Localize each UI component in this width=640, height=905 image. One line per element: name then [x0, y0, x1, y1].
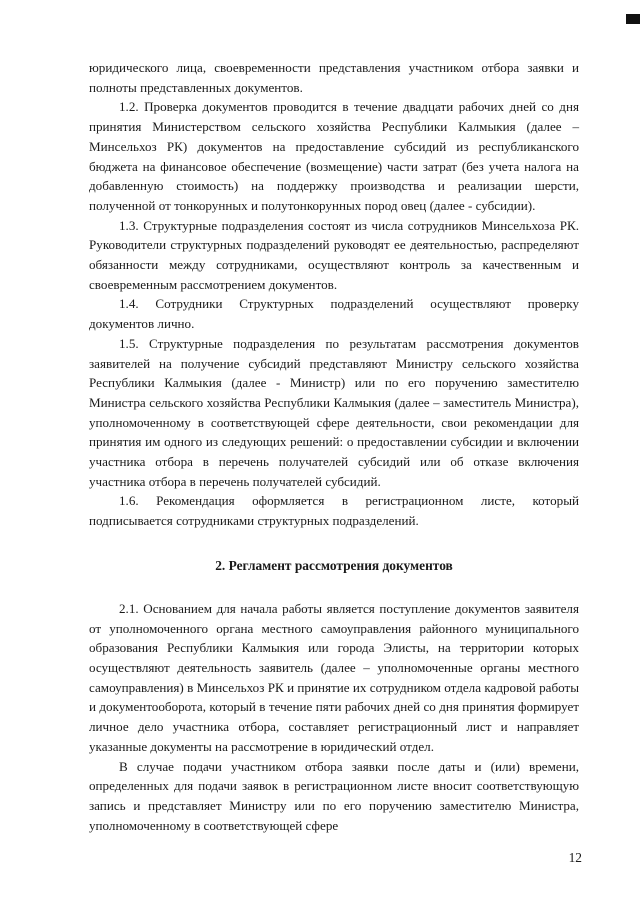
paragraph-p6: 2.1. Основанием для начала работы является поступление документов заявителя от уполномоченного органа местного самоуправления районного муниципального образования Республики Калмыкия или города Элисты, на территории которых осуществляют деятельность заявитель (далее – уполномоченные органы местного самоуправления) в Минсельхоз РК и принятие их сотрудником отдела кадровой работы и документооборота, который в течение пяти рабочих дней со дня принятия формирует личное дело участника отбора, составляет регистрационный лист и направляет указанные документы на рассмотрение в юридический отдел. — [89, 600, 579, 754]
paragraph-p1: 1.2. Проверка документов проводится в течение двадцати рабочих дней со дня принятия Министерством сельского хозяйства Республики Калмыкия (далее – Минсельхоз РК) документов на предоставление субсидий из республиканского бюджета на финансовое обеспечение (возмещение) части затрат (без учета налога на добавленную стоимость) на поддержку производства и реализации шерсти, полученной от тонкорунных и полутонкорунных пород овец (далее - субсидии). — [89, 99, 579, 213]
paragraph-p2: 1.3. Структурные подразделения состоят из числа сотрудников Минсельхоза РК. Руководители структурных подразделений руководят ее деятельностью, распределяют обязанности между сотрудниками, осуществляют контроль за качественным и своевременным рассмотрением документов. — [89, 217, 579, 292]
scan-corner-mark — [626, 14, 640, 24]
section-heading: 2. Регламент рассмотрения документов — [215, 557, 453, 573]
paragraph-p7: В случае подачи участником отбора заявки после даты и (или) времени, определенных для подачи заявок в регистрационном листе вносит соответствующую запись и представляет Министру или по его поручению заместителю Министра, уполномоченному в соответствующей сфере — [89, 758, 579, 833]
paragraph-p3: 1.4. Сотрудники Структурных подразделений осуществляют проверку документов лично. — [89, 296, 579, 332]
section-1-body — [89, 58, 579, 531]
section-2-body — [89, 599, 579, 835]
page-number: 12 — [568, 850, 582, 865]
document-page — [89, 58, 579, 835]
paragraph-p4: 1.5. Структурные подразделения по результатам рассмотрения документов заявителей на получение субсидий представляют Министру сельского хозяйства Республики Калмыкия (далее - Министр) или по его поручению заместителю Министра сельского хозяйства Республики Калмыкия (далее – заместитель Министра), уполномоченному в соответствующей сфере деятельности, свои рекомендации для принятия им одного из следующих решений: о предоставлении субсидии и включении участника отбора в перечень получателей субсидий или об отказе включения участника отбора в перечень получателей субсидий. — [89, 335, 579, 489]
paragraph-p0: юридического лица, своевременности представления участником отбора заявки и полноты представленных документов. — [89, 60, 579, 95]
paragraph-p5: 1.6. Рекомендация оформляется в регистрационном листе, который подписывается сотрудниками структурных подразделений. — [89, 493, 579, 529]
